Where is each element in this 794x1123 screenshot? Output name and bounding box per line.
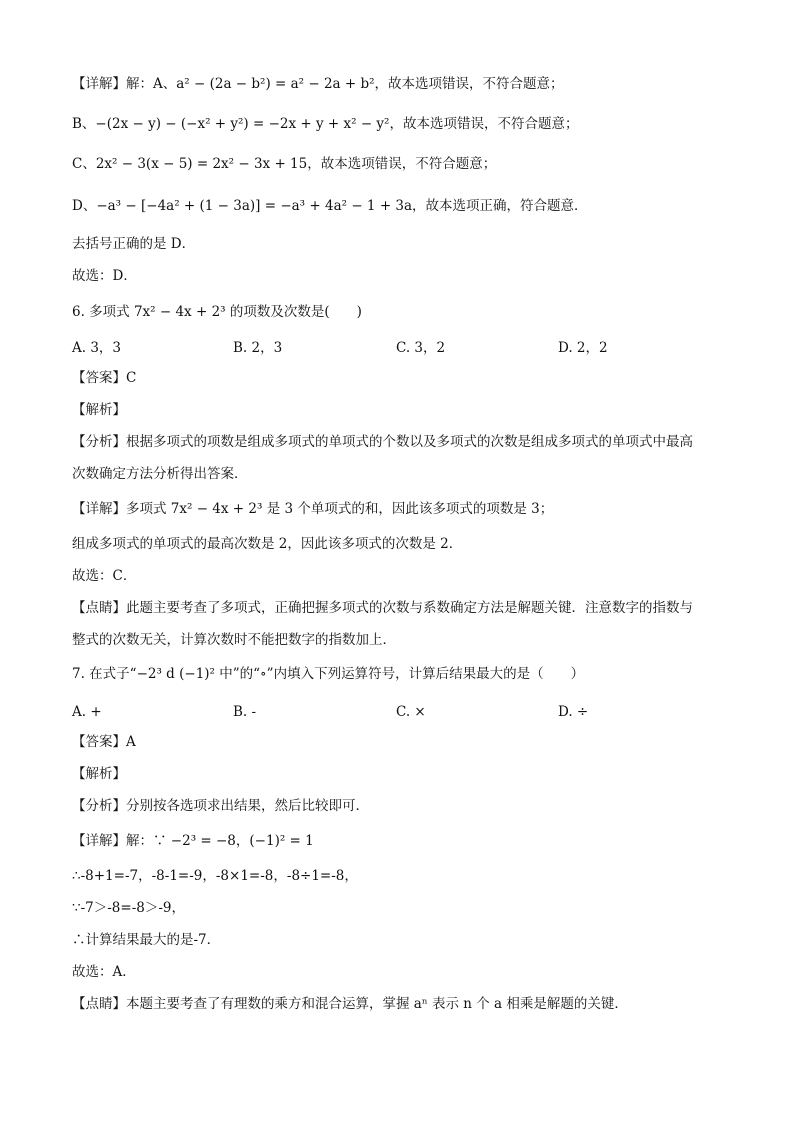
question-7-stem: 7. 在式子“−2³ d (−1)² 中”的“∘”内填入下列运算符号，计算后结果最大的是（ ） bbox=[72, 666, 585, 682]
detail-6-line-2: 组成多项式的单项式的最高次数是 2，因此该多项式的次数是 2． bbox=[72, 536, 463, 552]
detail-7-line-3: ∵-7＞-8=-8＞-9， bbox=[72, 900, 186, 916]
analysis-6-line-1: 【分析】根据多项式的项数是组成多项式的单项式的个数以及多项式的次数是组成多项式的单项式中最高 bbox=[72, 434, 693, 450]
question-7-options bbox=[72, 702, 732, 722]
option-d: D. ÷ bbox=[558, 704, 589, 720]
analysis-7-line-1: 【分析】分别按各选项求出结果，然后比较即可． bbox=[72, 798, 369, 814]
option-b: B. - bbox=[233, 704, 257, 720]
option-c: C. × bbox=[396, 704, 426, 720]
detail-7-line-4: ∴计算结果最大的是-7． bbox=[72, 932, 221, 948]
answer-6: 【答案】C bbox=[72, 370, 137, 386]
detail-7-line-1: 【详解】解：∵ −2³ = −8，(−1)² = 1 bbox=[72, 833, 314, 849]
select-answer-6: 故选：C． bbox=[72, 568, 137, 584]
select-answer-5: 故选：D． bbox=[72, 268, 137, 284]
option-a: A. + bbox=[72, 704, 102, 720]
detail-6-line-1: 【详解】多项式 7x² − 4x + 2³ 是 3 个单项式的和，因此该多项式的项数是 3； bbox=[72, 501, 554, 517]
detail-option-b: B、−(2x − y) − (−x² + y²) = −2x + y + x² − y²，故本选项错误，不符合题意； bbox=[72, 116, 579, 132]
question-6-options bbox=[72, 338, 732, 358]
option-d: D. 2，2 bbox=[558, 340, 608, 356]
comment-7-line-1: 【点睛】本题主要考查了有理数的乘方和混合运算，掌握 aⁿ 表示 n 个 a 相乘是解题的关键． bbox=[72, 996, 628, 1012]
analysis-heading-6: 【解析】 bbox=[72, 402, 126, 418]
analysis-heading-7: 【解析】 bbox=[72, 766, 126, 782]
detail-option-d: D、−a³ − [−4a² + (1 − 3a)] = −a³ + 4a² − 1 + 3a，故本选项正确，符合题意． bbox=[72, 198, 588, 214]
comment-6-line-1: 【点睛】此题主要考查了多项式，正确把握多项式的次数与系数确定方法是解题关键．注意数字的指数与 bbox=[72, 600, 693, 616]
option-a: A. 3，3 bbox=[72, 340, 122, 356]
detail-7-line-2: ∴-8+1=-7，-8-1=-9，-8×1=-8，-8÷1=-8， bbox=[72, 868, 358, 884]
option-b: B. 2，3 bbox=[233, 340, 283, 356]
option-c: C. 3，2 bbox=[396, 340, 446, 356]
comment-6-line-2: 整式的次数无关，计算次数时不能把数字的指数加上． bbox=[72, 632, 396, 648]
question-6-stem: 6. 多项式 7x² − 4x + 2³ 的项数及次数是( ) bbox=[72, 304, 362, 320]
select-answer-7: 故选：A． bbox=[72, 964, 136, 980]
answer-7: 【答案】A bbox=[72, 734, 136, 750]
detail-option-a: 【详解】解：A、a² − (2a − b²) = a² − 2a + b²，故本选项错误，不符合题意； bbox=[72, 76, 564, 92]
conclusion-text: 去括号正确的是 D． bbox=[72, 236, 196, 252]
analysis-6-line-2: 次数确定方法分析得出答案． bbox=[72, 466, 248, 482]
detail-option-c: C、2x² − 3(x − 5) = 2x² − 3x + 15，故本选项错误，不符合题意； bbox=[72, 156, 497, 172]
